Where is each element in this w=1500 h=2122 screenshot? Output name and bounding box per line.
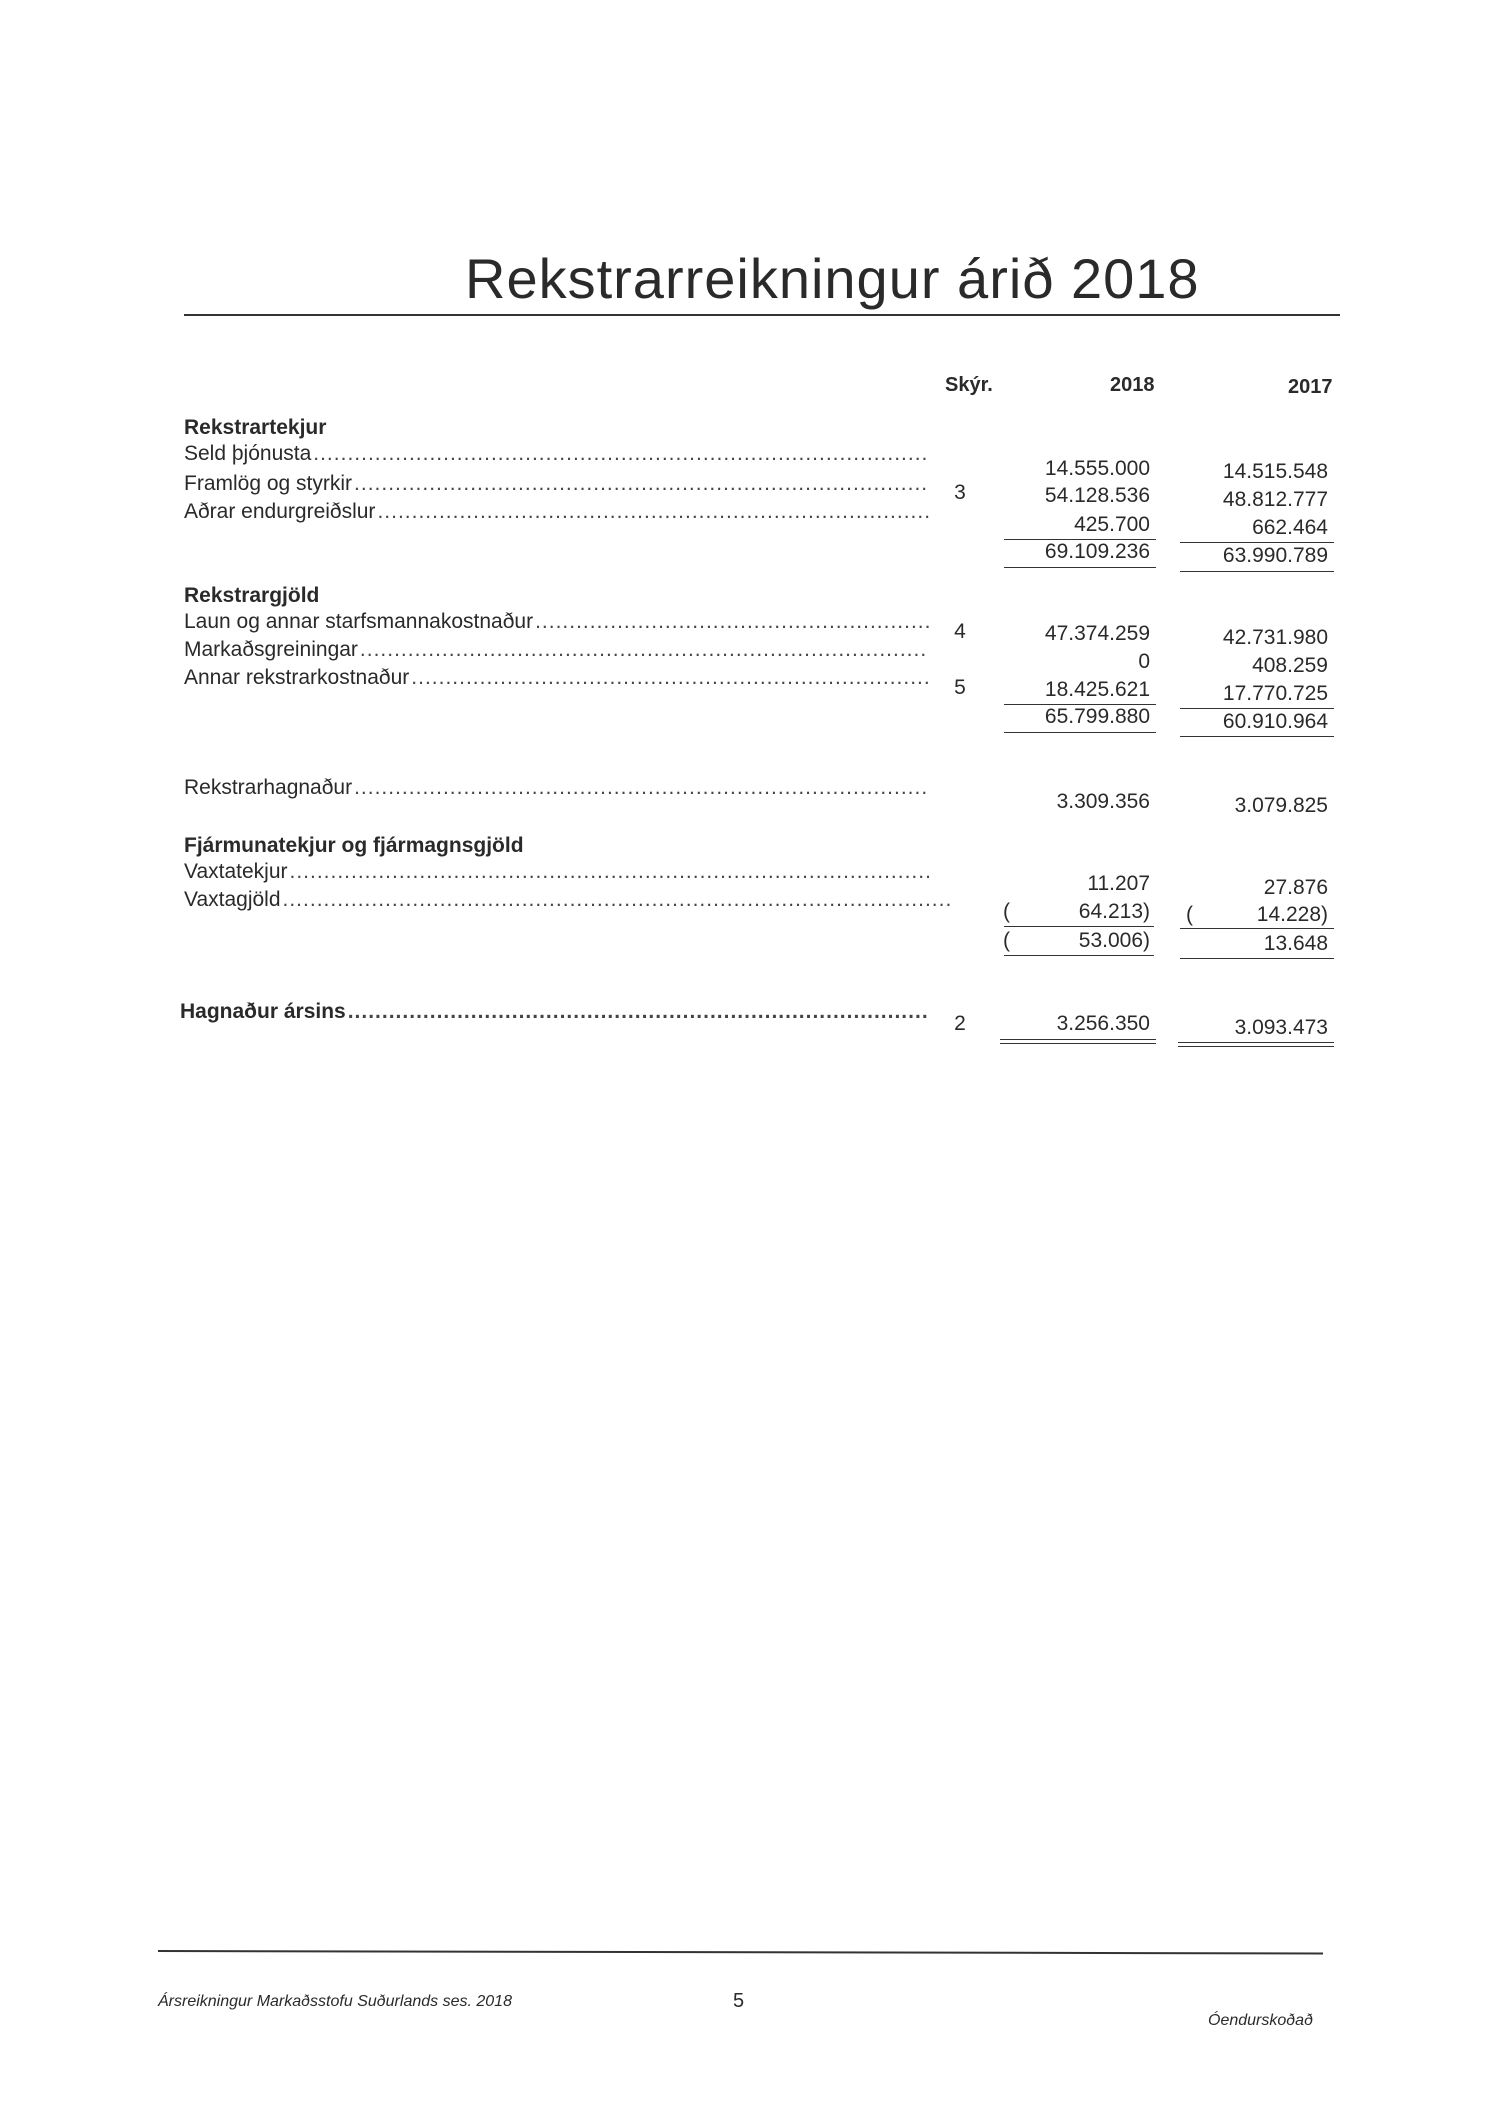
- negative-paren: (: [1186, 903, 1193, 926]
- footer-rule: [158, 1950, 1323, 1954]
- operating-profit-2018: 3.309.356: [1056, 790, 1150, 813]
- negative-paren: (: [1003, 929, 1010, 952]
- subtotal-2018: 53.006): [1078, 929, 1150, 952]
- section-heading-expenses: Rekstrargjöld: [184, 584, 320, 607]
- row-value-2018: 0: [1138, 650, 1150, 673]
- row-value-2018: 18.425.621: [1044, 678, 1150, 701]
- page-number: 5: [733, 1990, 745, 2012]
- column-header-2017: 2017: [1288, 376, 1333, 398]
- net-profit-2017: 3.093.473: [1234, 1016, 1328, 1039]
- row-value-2018: 14.555.000: [1044, 457, 1150, 480]
- row-note: 3: [954, 481, 966, 504]
- row-label: Seld þjónusta .....: [184, 442, 929, 466]
- total-rule: [1004, 955, 1154, 956]
- row-value-2017: 17.770.725: [1222, 682, 1328, 705]
- footer-document-name: Ársreikningur Markaðsstofu Suðurlands ses. 2018: [158, 1993, 512, 2010]
- section-heading-financial: Fjármunatekjur og fjármagnsgjöld: [184, 834, 524, 857]
- total-rule: [1180, 958, 1334, 959]
- row-label: Annar rekstrarkostnaður .....: [184, 666, 929, 690]
- total-rule: [1180, 571, 1334, 572]
- row-label: Vaxtagjöld .....: [184, 888, 954, 912]
- section-heading-income: Rekstrartekjur: [184, 416, 327, 439]
- row-value-2017: 14.515.548: [1222, 460, 1328, 483]
- footer-status: Óendurskoðað: [1208, 2012, 1313, 2029]
- column-header-note: Skýr.: [945, 374, 993, 396]
- title-underline: [184, 314, 1340, 316]
- subtotal-rule: [1180, 708, 1334, 709]
- row-label: Markaðsgreiningar .....: [184, 638, 929, 662]
- row-label: Laun og annar starfsmannakostnaður .....: [184, 610, 929, 634]
- row-value-2017: 14.228): [1256, 903, 1328, 926]
- subtotal-2018: 69.109.236: [1044, 540, 1150, 563]
- row-value-2017: 662.464: [1252, 516, 1328, 539]
- total-rule: [1180, 736, 1334, 737]
- subtotal-rule: [1004, 926, 1154, 927]
- subtotal-2017: 60.910.964: [1222, 710, 1328, 733]
- row-label: Aðrar endurgreiðslur .....: [184, 500, 929, 524]
- column-header-2018: 2018: [1110, 374, 1155, 396]
- net-profit-label: Hagnaður ársins .....: [180, 1000, 930, 1024]
- row-value-2017: 42.731.980: [1222, 626, 1328, 649]
- subtotal-2017: 13.648: [1263, 932, 1328, 955]
- double-rule: [1000, 1039, 1156, 1040]
- row-note: 5: [954, 676, 966, 699]
- subtotal-rule: [1180, 542, 1334, 543]
- row-value-2018: 64.213): [1078, 900, 1150, 923]
- row-note: 4: [954, 620, 966, 643]
- subtotal-2018: 65.799.880: [1044, 705, 1150, 728]
- row-label: Rekstrarhagnaður .....: [184, 776, 929, 800]
- double-rule: [1178, 1042, 1334, 1043]
- row-value-2018: 425.700: [1074, 513, 1150, 536]
- double-rule: [1000, 1043, 1156, 1044]
- operating-profit-2017: 3.079.825: [1234, 794, 1328, 817]
- double-rule: [1178, 1046, 1334, 1047]
- negative-paren: (: [1003, 900, 1010, 923]
- row-note: 2: [954, 1012, 966, 1035]
- total-rule: [1004, 732, 1156, 733]
- subtotal-2017: 63.990.789: [1222, 544, 1328, 567]
- row-value-2017: 27.876: [1263, 876, 1328, 899]
- row-label: Framlög og styrkir .....: [184, 472, 929, 496]
- row-value-2017: 408.259: [1252, 654, 1328, 677]
- total-rule: [1004, 567, 1156, 568]
- row-value-2018: 54.128.536: [1044, 484, 1150, 507]
- row-value-2018: 47.374.259: [1044, 622, 1150, 645]
- page-title: Rekstrarreikningur árið 2018: [465, 247, 1200, 310]
- row-label: Vaxtatekjur .....: [184, 860, 929, 884]
- row-value-2017: 48.812.777: [1222, 488, 1328, 511]
- net-profit-2018: 3.256.350: [1056, 1012, 1150, 1035]
- row-value-2018: 11.207: [1087, 872, 1150, 895]
- subtotal-rule: [1180, 928, 1334, 929]
